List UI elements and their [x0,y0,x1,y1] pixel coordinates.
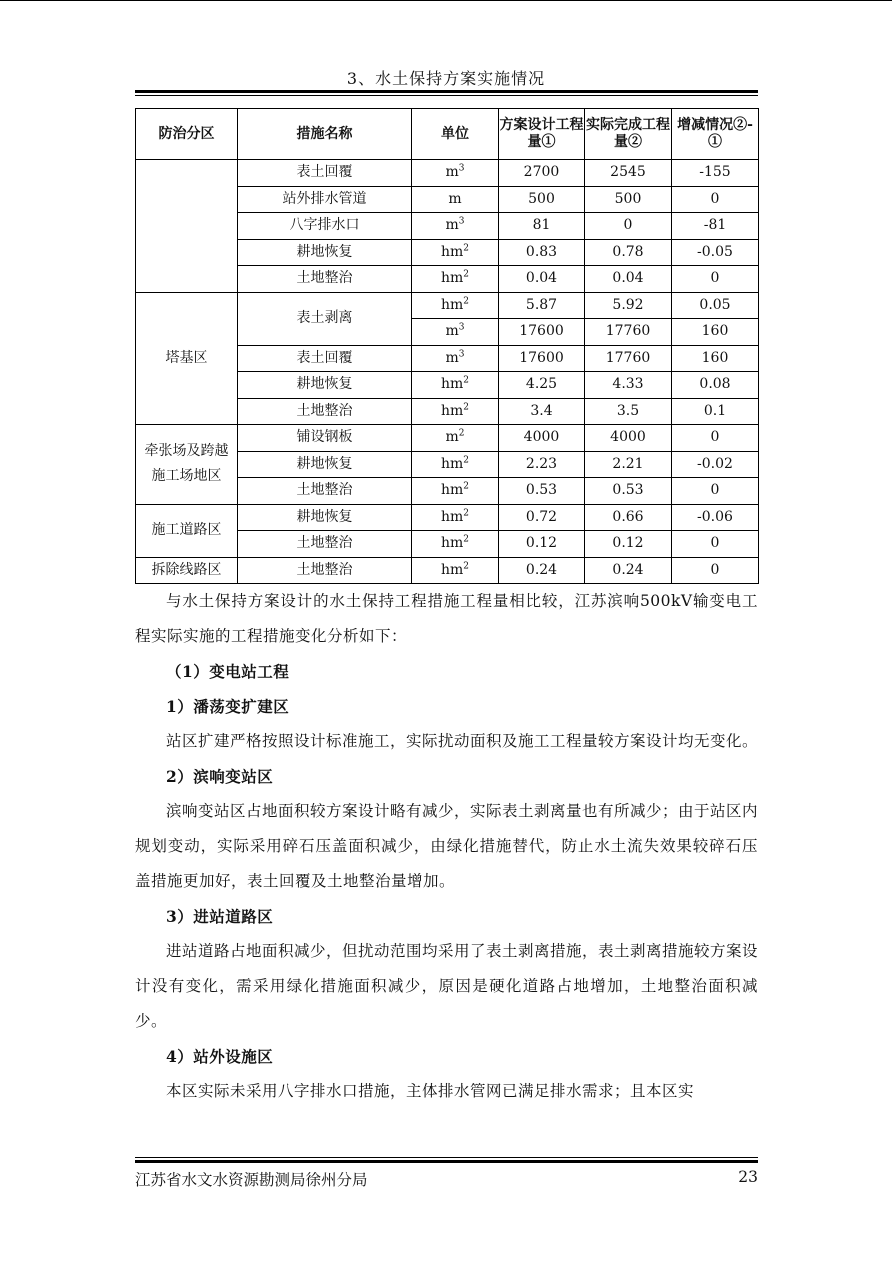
actual-value-cell: 0.78 [585,239,672,266]
diff-value-cell: 0.08 [672,372,759,399]
measures-table [135,108,759,584]
unit-cell: $hm^2$ [412,478,499,505]
design-value-cell: 17600 [499,319,585,346]
subsection-heading: 1）潘荡变扩建区 [166,697,290,716]
design-value-cell: 0.83 [499,239,585,266]
measure-cell: 表土回覆 [238,160,412,187]
unit-cell: $m^3$ [412,319,499,346]
measure-cell: 站外排水管道 [238,186,412,213]
design-value-cell: 0.04 [499,266,585,293]
unit-cell: $hm^2$ [412,504,499,531]
actual-value-cell: 0.53 [585,478,672,505]
table-row [136,292,759,319]
top-border-line [0,0,892,1]
diff-value-cell: 0 [672,478,759,505]
footer-rule-thick [135,1160,758,1163]
diff-value-cell: 0 [672,557,759,584]
actual-value-cell: 0.66 [585,504,672,531]
unit-cell: $m^3$ [412,160,499,187]
paragraph: 本区实际未采用八字排水口措施，主体排水管网已满足排水需求；且本区实 [166,1082,695,1100]
measure-cell: 耕地恢复 [238,372,412,399]
zone-cell: 施工道路区 [136,504,238,557]
unit-cell: $hm^2$ [412,266,499,293]
design-value-cell: 4.25 [499,372,585,399]
col-header-measure: 措施名称 [238,109,412,160]
unit-cell: $hm^2$ [412,239,499,266]
design-value-cell: 500 [499,186,585,213]
diff-value-cell: 0 [672,425,759,452]
measure-cell: 土地整治 [238,557,412,584]
table-row [136,557,759,584]
design-value-cell: 17600 [499,345,585,372]
paragraph: 滨响变站区占地面积较方案设计略有减少，实际表土剥离量也有所减少；由于站区内规划变动，实际采用碎石压盖面积减少，由绿化措施替代，防止水土流失效果较碎石压盖措施更加好，表土回覆及土地整治量增加。 [135,802,759,890]
measure-cell: 铺设钢板 [238,425,412,452]
zone-cell: 牵张场及跨越施工场地区 [136,425,238,505]
unit-cell: $m^3$ [412,345,499,372]
diff-value-cell: 0.1 [672,398,759,425]
actual-value-cell: 17760 [585,319,672,346]
design-value-cell: 0.72 [499,504,585,531]
table-header-row [136,109,759,160]
diff-value-cell: -0.05 [672,239,759,266]
subsection-heading: 3）进站道路区 [166,907,274,926]
footer-organization: 江苏省水文水资源勘测局徐州分局 [135,1171,368,1189]
page-number: 23 [738,1168,758,1186]
footer-rule-thin [135,1157,758,1158]
design-value-cell: 2700 [499,160,585,187]
table-row [136,425,759,452]
actual-value-cell: 0 [585,213,672,240]
diff-value-cell: 160 [672,319,759,346]
measure-cell: 耕地恢复 [238,239,412,266]
unit-cell: $hm^2$ [412,398,499,425]
measure-cell: 土地整治 [238,531,412,558]
col-header-design: 方案设计工程量① [499,109,585,160]
paragraph: 与水土保持方案设计的水土保持工程措施工程量相比较，江苏滨响500kV输变电工程实际实施的工程措施变化分析如下： [135,592,758,645]
body-text [135,584,758,1109]
page-header-title: 3、水土保持方案实施情况 [346,69,546,88]
header-rule-thin [135,95,758,96]
actual-value-cell: 5.92 [585,292,672,319]
design-value-cell: 81 [499,213,585,240]
unit-cell: $hm^2$ [412,451,499,478]
zone-cell: 塔基区 [136,292,238,425]
diff-value-cell: -155 [672,160,759,187]
paragraph: 进站道路占地面积减少，但扰动范围均采用了表土剥离措施，表土剥离措施较方案设计没有变化，需采用绿化措施面积减少，原因是硬化道路占地增加，土地整治面积减少。 [135,942,759,1030]
design-value-cell: 0.24 [499,557,585,584]
design-value-cell: 0.12 [499,531,585,558]
measure-cell: 土地整治 [238,478,412,505]
measure-cell: 表土剥离 [238,292,412,345]
measure-cell: 耕地恢复 [238,451,412,478]
design-value-cell: 0.53 [499,478,585,505]
unit-cell: $hm^2$ [412,557,499,584]
actual-value-cell: 4.33 [585,372,672,399]
subsection-heading: 4）站外设施区 [166,1047,274,1066]
diff-value-cell: 0 [672,186,759,213]
measure-cell: 耕地恢复 [238,504,412,531]
diff-value-cell: 0.05 [672,292,759,319]
actual-value-cell: 500 [585,186,672,213]
diff-value-cell: -0.06 [672,504,759,531]
table-row [136,160,759,187]
zone-cell [136,160,238,293]
measure-cell: 土地整治 [238,266,412,293]
subsection-heading: 2）滨响变站区 [166,767,274,786]
col-header-unit: 单位 [412,109,499,160]
measure-cell: 八字排水口 [238,213,412,240]
actual-value-cell: 3.5 [585,398,672,425]
section-heading: （1）变电站工程 [166,662,290,681]
actual-value-cell: 4000 [585,425,672,452]
diff-value-cell: 0 [672,531,759,558]
design-value-cell: 5.87 [499,292,585,319]
actual-value-cell: 0.24 [585,557,672,584]
diff-value-cell: 0 [672,266,759,293]
unit-cell: $m^3$ [412,213,499,240]
actual-value-cell: 2545 [585,160,672,187]
unit-cell: $hm^2$ [412,531,499,558]
measure-cell: 表土回覆 [238,345,412,372]
unit-cell: m [412,186,499,213]
table-row [136,504,759,531]
diff-value-cell: -0.02 [672,451,759,478]
unit-cell: $m^2$ [412,425,499,452]
diff-value-cell: 160 [672,345,759,372]
actual-value-cell: 0.12 [585,531,672,558]
header-rule-thick [135,90,758,93]
actual-value-cell: 0.04 [585,266,672,293]
design-value-cell: 2.23 [499,451,585,478]
design-value-cell: 4000 [499,425,585,452]
paragraph: 站区扩建严格按照设计标准施工，实际扰动面积及施工工程量较方案设计均无变化。 [166,732,759,750]
col-header-diff: 增减情况②-① [672,109,759,160]
col-header-zone: 防治分区 [136,109,238,160]
col-header-actual: 实际完成工程量② [585,109,672,160]
actual-value-cell: 17760 [585,345,672,372]
zone-cell: 拆除线路区 [136,557,238,584]
actual-value-cell: 2.21 [585,451,672,478]
design-value-cell: 3.4 [499,398,585,425]
measure-cell: 土地整治 [238,398,412,425]
unit-cell: $hm^2$ [412,292,499,319]
unit-cell: $hm^2$ [412,372,499,399]
diff-value-cell: -81 [672,213,759,240]
